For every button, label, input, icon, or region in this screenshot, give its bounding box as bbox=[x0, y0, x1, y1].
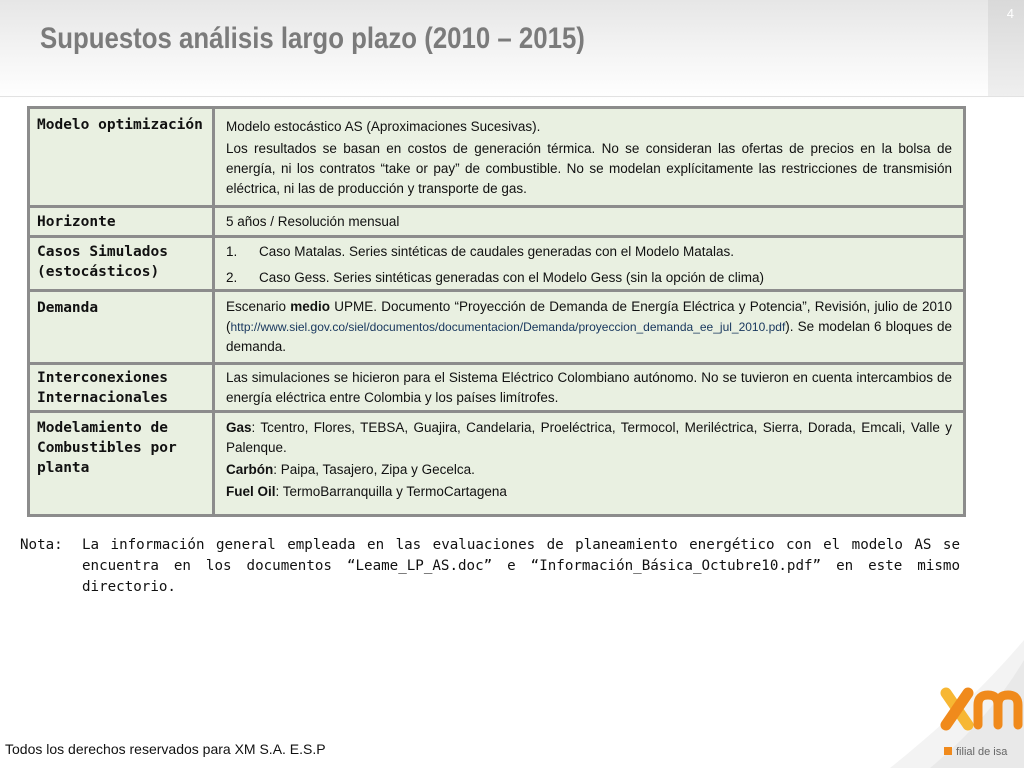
list-item-number: 1. bbox=[226, 244, 238, 259]
footer-copyright: Todos los derechos reservados para XM S.A. E.S.P bbox=[5, 741, 326, 757]
fuel-name: Fuel Oil bbox=[226, 484, 276, 499]
fuel-plants: : TermoBarranquilla y TermoCartagena bbox=[275, 484, 507, 499]
row-content-demanda bbox=[215, 292, 963, 362]
list-item-text: Caso Matalas. Series sintéticas de caudales generadas con el Modelo Matalas. bbox=[259, 244, 735, 259]
fuel-name: Gas bbox=[226, 420, 252, 435]
row-label-modelo: Modelo optimización bbox=[30, 109, 212, 205]
note-label: Nota: bbox=[20, 537, 63, 553]
demanda-text-start: Escenario bbox=[226, 299, 291, 314]
row-label-horizonte: Horizonte bbox=[30, 208, 212, 235]
row-content-interconexiones: Las simulaciones se hicieron para el Sistema Eléctrico Colombiano autónomo. No se tuvieron en cuenta intercambios de energía eléctrica entre Colombia y los países limítrofes. bbox=[215, 365, 963, 410]
modelo-paragraph-2: Los resultados se basan en costos de generación térmica. No se consideran las ofertas de precios en la bolsa de energía, ni los contratos “take or pay” de combustible. No se modelan explícitamente las restricciones de transmisión eléctrica, ni las de producción y transporte de gas. bbox=[226, 141, 952, 196]
note-text: La información general empleada en las evaluaciones de planeamiento energético con el modelo AS se encuentra en los documentos “Leame_LP_AS.doc” e “Información_Básica_Octubre10.pdf” en este mismo directorio. bbox=[82, 537, 960, 595]
row-label-casos: Casos Simulados (estocásticos) bbox=[30, 238, 212, 289]
fuel-carbon bbox=[226, 460, 952, 480]
list-item bbox=[226, 242, 952, 262]
fuel-gas bbox=[226, 418, 952, 458]
row-content-horizonte: 5 años / Resolución mensual bbox=[215, 208, 963, 235]
modelo-paragraph-1: Modelo estocástico AS (Aproximaciones Sucesivas). bbox=[226, 119, 541, 134]
demanda-scenario: medio bbox=[290, 299, 331, 314]
header-divider bbox=[0, 96, 1024, 97]
fuel-plants: : Tcentro, Flores, TEBSA, Guajira, Candelaria, Proeléctrica, Termocol, Meriléctrica, Sierra, Dorada, Emcali, Valle y Palenque. bbox=[226, 420, 952, 455]
list-item bbox=[226, 268, 952, 288]
fuel-oil bbox=[226, 482, 952, 502]
logo-tagline: filial de isa bbox=[956, 746, 1008, 758]
list-item-number: 2. bbox=[226, 270, 238, 285]
casos-list bbox=[226, 242, 952, 288]
note bbox=[20, 535, 960, 598]
assumptions-table bbox=[27, 106, 966, 517]
row-label-interconexiones: Interconexiones Internacionales bbox=[30, 365, 212, 410]
row-content-combustibles bbox=[215, 413, 963, 514]
demanda-text-middle: UPME. Documento “Proyección de Demanda de Energía Eléctrica y Potencia”, Revisión, julio de 2010 ( bbox=[226, 299, 952, 334]
xm-logo bbox=[938, 685, 1024, 763]
slide-title: Supuestos análisis largo plazo (2010 – 2015) bbox=[40, 22, 585, 55]
demanda-text-end: ). Se modelan 6 bloques de demanda. bbox=[226, 319, 952, 354]
page-number: 4 bbox=[1006, 6, 1014, 21]
fuel-plants: : Paipa, Tasajero, Zipa y Gecelca. bbox=[273, 462, 475, 477]
demanda-link[interactable]: http://www.siel.gov.co/siel/documentos/documentacion/Demanda/proyeccion_demanda_ee_jul_2010.pdf bbox=[230, 320, 786, 334]
list-item-text: Caso Gess. Series sintéticas generadas con el Modelo Gess (sin la opción de clima) bbox=[259, 270, 764, 285]
fuel-name: Carbón bbox=[226, 462, 274, 477]
row-label-combustibles: Modelamiento de Combustibles por planta bbox=[30, 413, 212, 514]
row-content-modelo bbox=[215, 109, 963, 205]
row-content-casos bbox=[215, 238, 963, 289]
row-label-demanda: Demanda bbox=[30, 292, 212, 362]
